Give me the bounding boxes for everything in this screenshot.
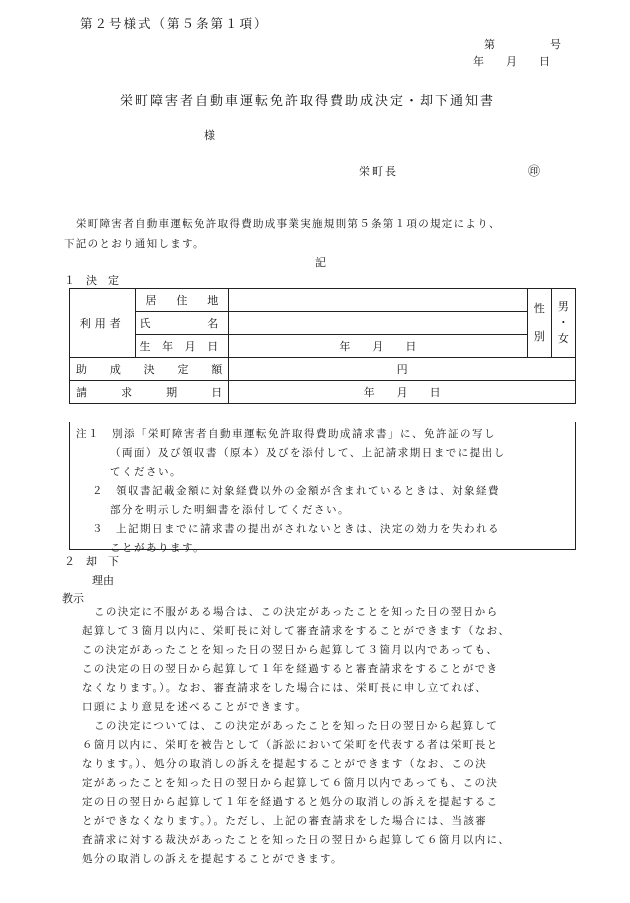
intro-line-2: 下記のとおり通知します。 — [64, 238, 205, 250]
section-decision: １ 決 定 — [64, 274, 119, 287]
notice-line: 査請求に対する裁決があったことを知った日の翌日から起算して６箇月以内に、 — [82, 834, 511, 846]
decision-table — [69, 288, 576, 404]
intro-line-1: 栄町障害者自動車運転免許取得費助成事業実施規則第５条第１項の規定により、 — [76, 218, 501, 230]
document-date: 年 月 日 — [473, 55, 550, 68]
notice-label: 教示 — [62, 592, 84, 605]
amount-label: 助 成 決 定 額 — [70, 358, 229, 381]
notes-box — [69, 422, 576, 554]
intro-paragraph — [64, 214, 501, 254]
note-line: てください。 — [110, 466, 182, 478]
note-line: （両面）及び領収書（原本）及びを添付して、上記請求期日までに提出し — [110, 447, 506, 459]
document-title: 栄町障害者自動車運転免許取得費助成決定・却下通知書 — [120, 94, 496, 109]
recipient-suffix: 様 — [204, 129, 215, 142]
sex-value[interactable]: 男 ・ 女 — [551, 289, 575, 358]
amount-value[interactable]: 円 — [229, 358, 576, 381]
birth-label: 生 年 月 日 — [135, 335, 229, 358]
note-line: ３ 上記期日までに請求書の提出がされないときは、決定の効力を失われる — [92, 523, 500, 535]
notice-line: この決定があったことを知った日の翌日から起算して３箇月以内であっても、 — [82, 644, 499, 656]
notice-line: 定の日の翌日から起算して１年を経過すると処分の取消しの訴えを提起するこ — [82, 796, 499, 808]
section-rejection: ２ 却 下 — [64, 555, 119, 568]
sex-label: 性 別 — [527, 289, 551, 358]
period-value[interactable]: 年 月 日 — [229, 381, 576, 404]
notice-line: ６箇月以内に、栄町を被告として（訴訟において栄町を代表する者は栄町長と — [82, 739, 499, 751]
notice-line: とができなくなります。）。ただし、上記の審査請求をした場合には、当該審 — [82, 815, 488, 827]
notice-line: この決定に不服がある場合は、この決定があったことを知った日の翌日から — [94, 606, 499, 618]
reason-label: 理由 — [92, 574, 114, 587]
name-value[interactable] — [229, 312, 527, 335]
notice-line: この決定については、この決定があったことを知った日の翌日から起算して — [94, 720, 499, 732]
address-label: 居 住 地 — [135, 289, 229, 312]
notice-line: なります。）、処分の取消しの訴えを提起することができます（なお、この決 — [82, 758, 488, 770]
notice-line: なくなります。）。なお、審査請求をした場合には、栄町長に申し立てれば、 — [82, 682, 488, 694]
notice-line: 処分の取消しの訴えを提起することができます。 — [82, 853, 343, 865]
note-line: ２ 領収書記載金額に対象経費以外の金額が含まれているときは、対象経費 — [92, 485, 500, 497]
seal-mark: ㊞ — [528, 164, 541, 178]
user-label: 利用者 — [70, 289, 136, 358]
notice-line: この決定の日の翌日から起算して１年を経過すると審査請求をすることができ — [82, 663, 499, 675]
document-number: 第 号 — [484, 38, 561, 51]
notice-paragraph — [82, 603, 592, 869]
ki-heading: 記 — [315, 256, 326, 269]
address-value[interactable] — [229, 289, 527, 312]
notice-line: 定があったことを知った日の翌日から起算して６箇月以内であっても、この決 — [82, 777, 499, 789]
note-line: 注１ 別添「栄町障害者自動車運転免許取得費助成請求書」に、免許証の写し — [76, 428, 496, 440]
period-label: 請 求 期 日 — [70, 381, 229, 404]
notice-line: 起算して３箇月以内に、栄町長に対して審査請求をすることができます（なお、 — [82, 625, 511, 637]
name-label: 氏 名 — [135, 312, 229, 335]
form-label: 第２号様式（第５条第１項） — [80, 16, 269, 31]
issuer: 栄町長 — [359, 165, 398, 178]
notice-line: 口頭により意見を述べることができます。 — [82, 701, 308, 713]
birth-value[interactable]: 年 月 日 — [229, 335, 527, 358]
note-line: 部分を明示した明細書を添付してください。 — [110, 504, 350, 516]
note-line: ことがあります。 — [110, 542, 206, 554]
